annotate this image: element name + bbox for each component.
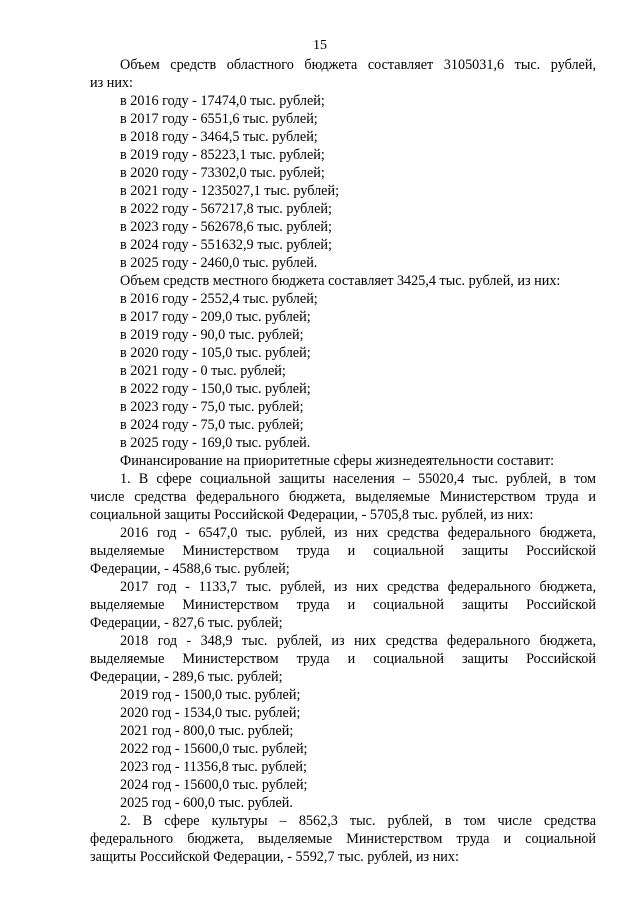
regional-year-item: в 2019 году - 85223,1 тыс. рублей; (120, 147, 325, 163)
regional-year-item: в 2016 году - 17474,0 тыс. рублей; (120, 93, 325, 109)
social-year-2018: 2018 год - 348,9 тыс. рублей, из них средства федерального бюджета, (120, 633, 596, 649)
social-year-2018-cont: Федерации, - 289,6 тыс. рублей; (90, 669, 283, 685)
social-year-item: 2022 год - 15600,0 тыс. рублей; (120, 741, 308, 757)
local-year-item: в 2023 году - 75,0 тыс. рублей; (120, 399, 304, 415)
social-year-item: 2021 год - 800,0 тыс. рублей; (120, 723, 294, 739)
local-year-item: в 2021 году - 0 тыс. рублей; (120, 363, 286, 379)
regional-year-item: в 2025 году - 2460,0 тыс. рублей. (120, 255, 318, 271)
social-year-item: 2025 год - 600,0 тыс. рублей. (120, 795, 293, 811)
regional-year-item: в 2023 году - 562678,6 тыс. рублей; (120, 219, 332, 235)
regional-year-item: в 2018 году - 3464,5 тыс. рублей; (120, 129, 318, 145)
culture-text: защиты Российской Федерации, - 5592,7 тыс. рублей, из них: (90, 849, 459, 865)
regional-budget-intro-cont: из них: (90, 75, 133, 91)
local-year-item: в 2024 году - 75,0 тыс. рублей; (120, 417, 304, 433)
regional-year-item: в 2022 году - 567217,8 тыс. рублей; (120, 201, 332, 217)
social-year-2016: 2016 год - 6547,0 тыс. рублей, из них средства федерального бюджета, (120, 525, 596, 541)
regional-year-item: в 2020 году - 73302,0 тыс. рублей; (120, 165, 325, 181)
local-year-item: в 2022 году - 150,0 тыс. рублей; (120, 381, 311, 397)
regional-year-item: в 2017 году - 6551,6 тыс. рублей; (120, 111, 318, 127)
page-number: 15 (313, 38, 327, 53)
social-year-2016-cont: Федерации, - 4588,6 тыс. рублей; (90, 561, 290, 577)
local-budget-intro: Объем средств местного бюджета составляет 3425,4 тыс. рублей, из них: (120, 273, 561, 289)
social-year-item: 2019 год - 1500,0 тыс. рублей; (120, 687, 301, 703)
document-body (90, 56, 596, 866)
local-year-item: в 2019 году - 90,0 тыс. рублей; (120, 327, 304, 343)
regional-year-item: в 2021 году - 1235027,1 тыс. рублей; (120, 183, 340, 199)
social-year-2017-cont: выделяемые Министерством труда и социальной защиты Российской (90, 597, 596, 613)
social-year-item: 2023 год - 11356,8 тыс. рублей; (120, 759, 307, 775)
social-year-item: 2024 год - 15600,0 тыс. рублей; (120, 777, 308, 793)
social-protection-text: социальной защиты Российской Федерации, - 5705,8 тыс. рублей, из них: (90, 507, 534, 523)
social-protection-text: числе средства федерального бюджета, выделяемые Министерством труда и (90, 489, 596, 505)
local-year-item: в 2025 году - 169,0 тыс. рублей. (120, 435, 311, 451)
local-year-item: в 2017 году - 209,0 тыс. рублей; (120, 309, 311, 325)
regional-year-item: в 2024 году - 551632,9 тыс. рублей; (120, 237, 332, 253)
culture-text: федерального бюджета, выделяемые Министерством труда и социальной (90, 831, 596, 847)
social-year-2016-cont: выделяемые Министерством труда и социальной защиты Российской (90, 543, 596, 559)
priority-intro: Финансирование на приоритетные сферы жизнедеятельности составит: (120, 453, 555, 469)
social-year-2017: 2017 год - 1133,7 тыс. рублей, из них средства федерального бюджета, (120, 579, 596, 595)
social-protection-heading: 1. В сфере социальной защиты населения – 55020,4 тыс. рублей, в том (120, 471, 596, 487)
local-year-item: в 2016 году - 2552,4 тыс. рублей; (120, 291, 318, 307)
regional-budget-intro: Объем средств областного бюджета составляет 3105031,6 тыс. рублей, (120, 57, 596, 73)
culture-heading: 2. В сфере культуры – 8562,3 тыс. рублей, в том числе средства (120, 813, 596, 829)
social-year-2017-cont: Федерации, - 827,6 тыс. рублей; (90, 615, 283, 631)
social-year-2018-cont: выделяемые Министерством труда и социальной защиты Российской (90, 651, 596, 667)
social-year-item: 2020 год - 1534,0 тыс. рублей; (120, 705, 301, 721)
local-year-item: в 2020 году - 105,0 тыс. рублей; (120, 345, 311, 361)
